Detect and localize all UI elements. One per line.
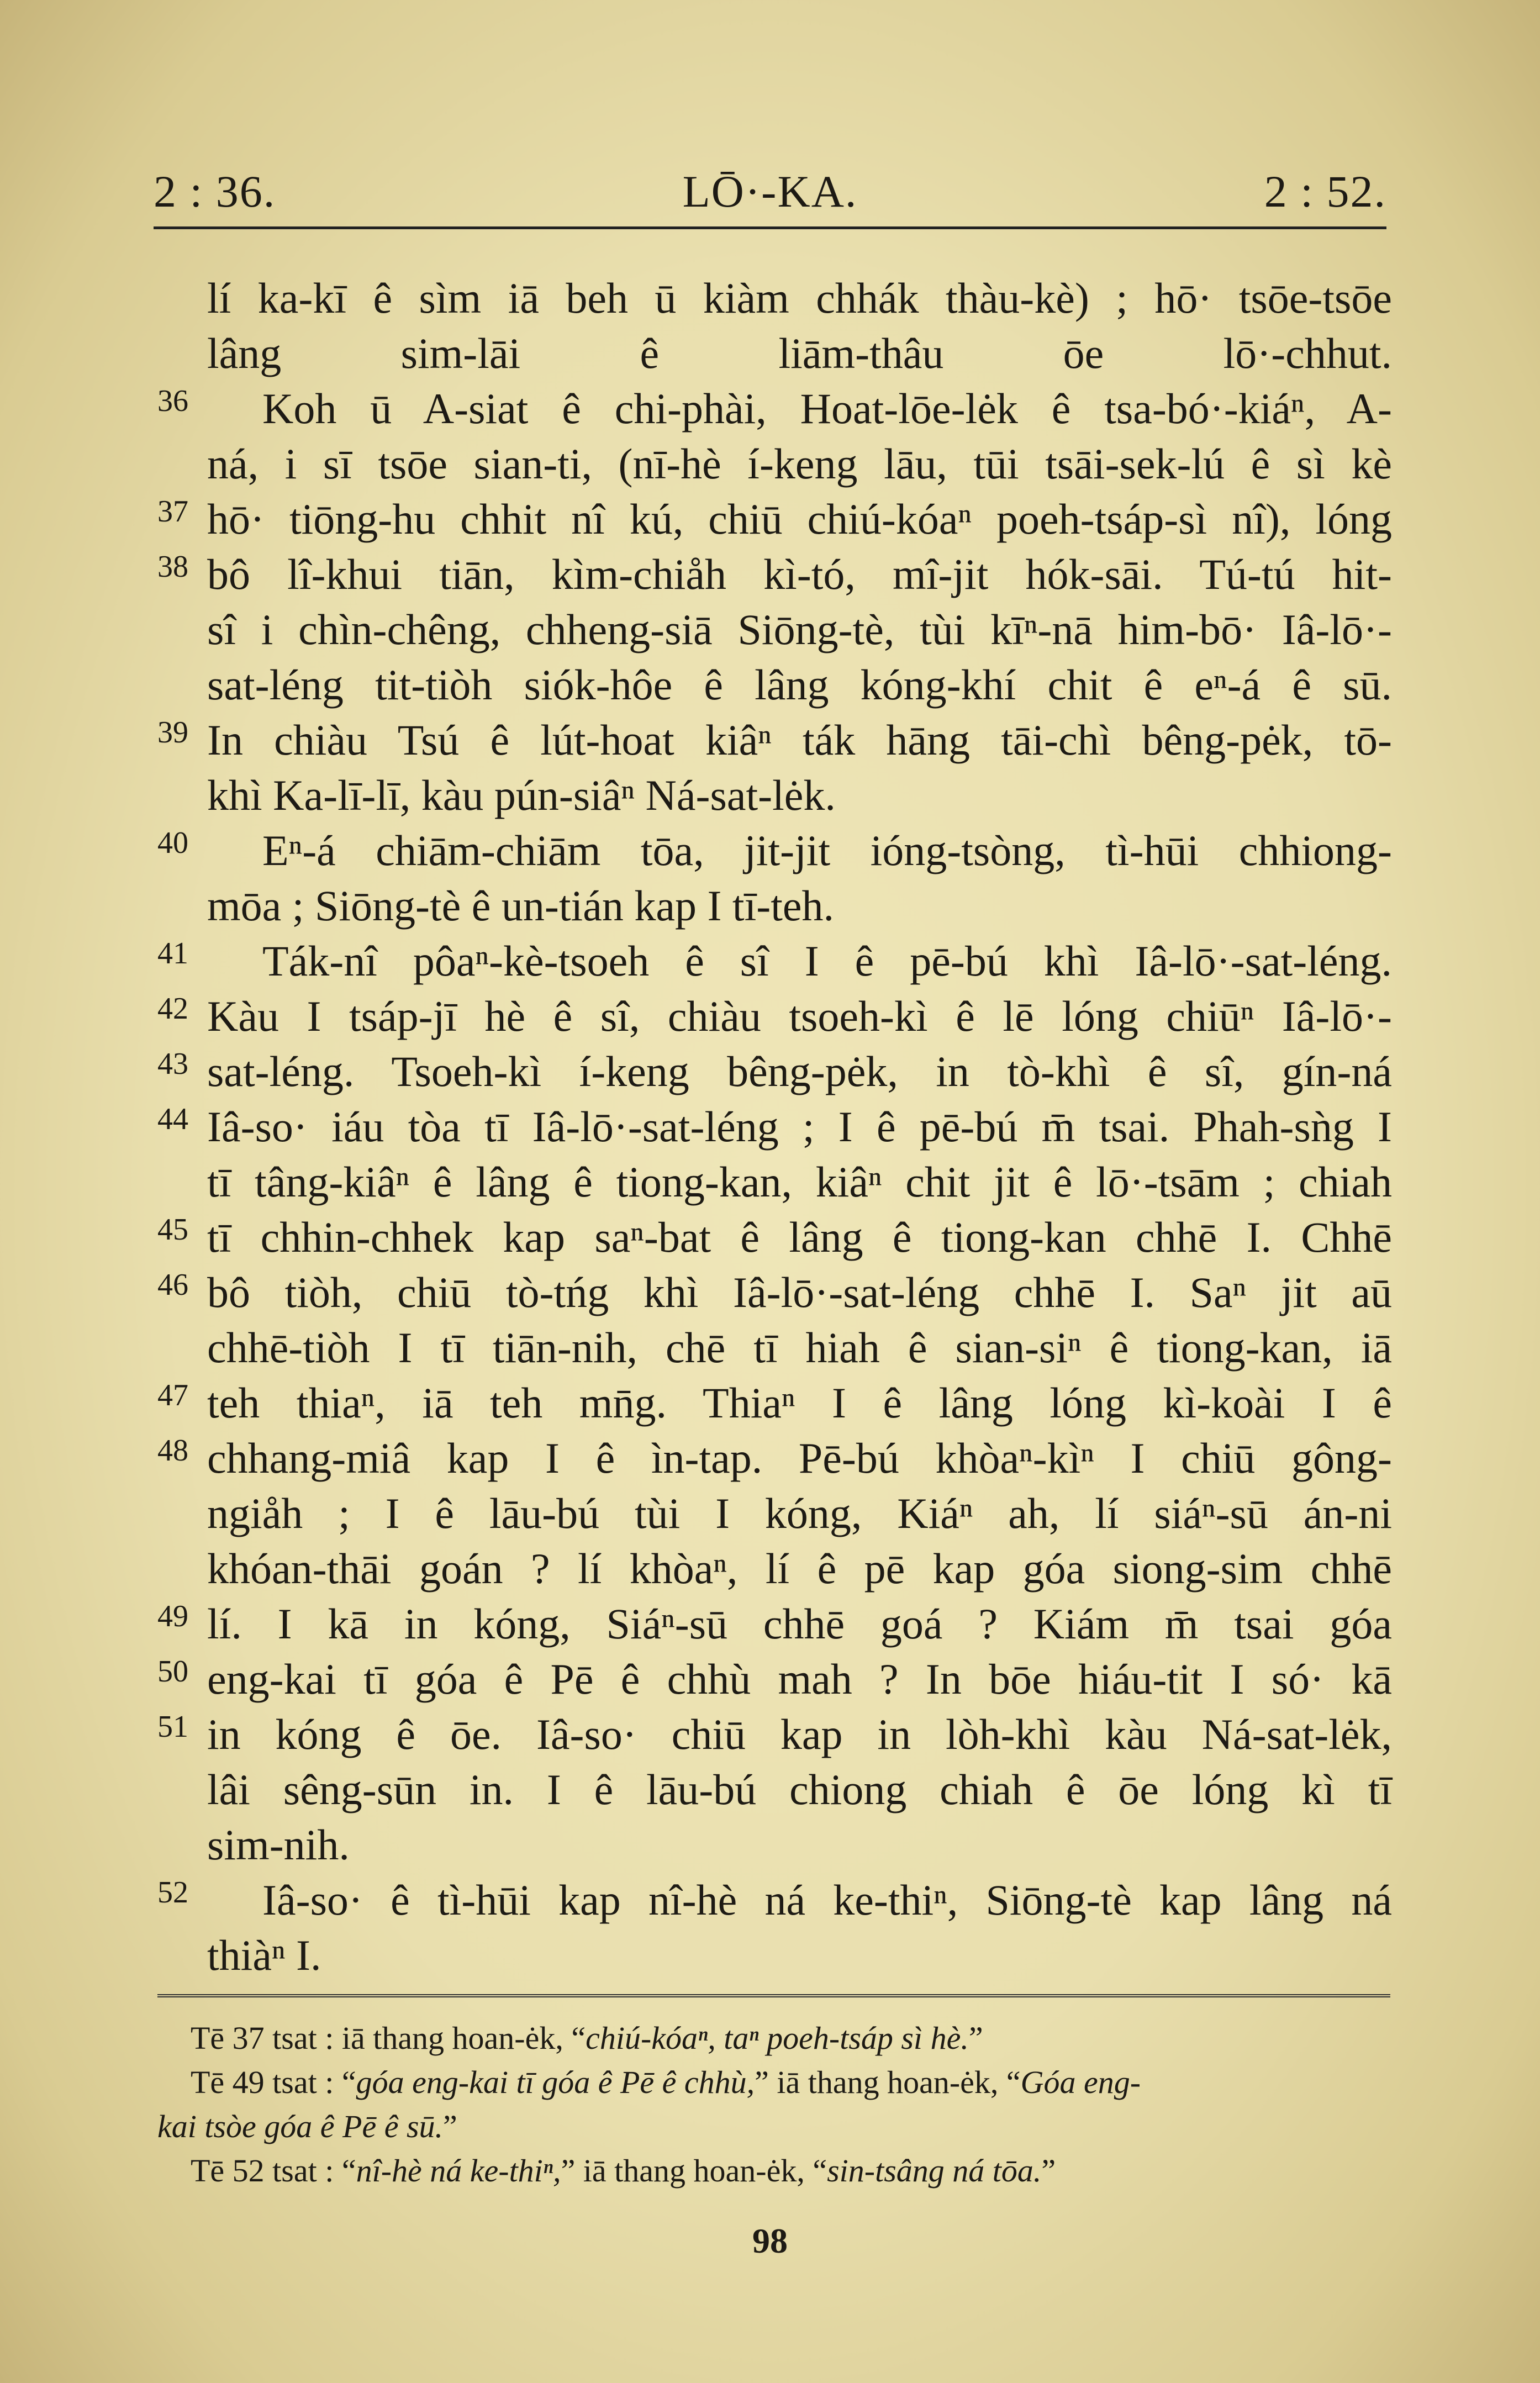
footnote-alt-reading: sin-tsâng ná tōa. bbox=[827, 2153, 1042, 2189]
text-line bbox=[157, 1928, 1392, 1983]
line-text: teh thiaⁿ, iā teh mn̄g. Thiaⁿ I ê lâng lóng kì-koài I ê bbox=[207, 1379, 1392, 1427]
verse-number: 36 bbox=[157, 384, 188, 418]
line-text: ngiåh ; I ê lāu-bú tùi I kóng, Kiáⁿ ah, lí siáⁿ-sū án-ni bbox=[207, 1489, 1392, 1537]
page-number: 98 bbox=[752, 2221, 788, 2260]
text-line bbox=[157, 326, 1392, 381]
line-text: hō· tiōng-hu chhit nî kú, chiū chiú-kóaⁿ poeh-tsáp-sì nî), lóng bbox=[207, 495, 1392, 543]
verse-number: 51 bbox=[157, 1710, 188, 1744]
footnote-ref: Tē 52 tsat : bbox=[191, 2153, 334, 2189]
text-line bbox=[157, 989, 1392, 1044]
text-line bbox=[157, 1486, 1392, 1541]
text-line bbox=[157, 657, 1392, 713]
footnote-ref: Tē 49 tsat : bbox=[191, 2064, 334, 2100]
line-text: lâng sim-lāi ê liām-thâu ōe lō·-chhut. bbox=[207, 329, 1392, 377]
text-line bbox=[157, 823, 1392, 878]
text-line bbox=[157, 1044, 1392, 1099]
footnotes bbox=[157, 2016, 1392, 2193]
text-line bbox=[157, 1320, 1392, 1375]
line-text: thiàⁿ I. bbox=[207, 1931, 321, 1979]
verse-number: 47 bbox=[157, 1378, 188, 1412]
line-text: sî i chìn-chêng, chheng-siā Siōng-tè, tùi kīⁿ-nā him-bō· Iâ-lō·- bbox=[207, 605, 1392, 653]
text-line bbox=[157, 1154, 1392, 1210]
footnote bbox=[157, 2060, 1392, 2105]
footnote-text: “ bbox=[334, 2153, 356, 2189]
footnote-alt-reading: chiú-kóaⁿ, taⁿ poeh-tsáp sì hè. bbox=[586, 2020, 969, 2056]
footnote-alt-reading: góa eng-kai tī góa ê Pē ê chhù, bbox=[356, 2064, 755, 2100]
text-line bbox=[157, 381, 1392, 436]
line-text: tī tâng-kiâⁿ ê lâng ê tiong-kan, kiâⁿ chit jit ê lō·-tsām ; chiah bbox=[207, 1158, 1392, 1206]
scripture-text bbox=[157, 271, 1392, 1983]
footnote-rule bbox=[157, 1994, 1390, 1997]
line-text: sim-nih. bbox=[207, 1821, 350, 1869]
footnote bbox=[157, 2105, 1392, 2149]
line-text: bô tiòh, chiū tò-tńg khì Iâ-lō·-sat-léng chhē I. Saⁿ jit aū bbox=[207, 1268, 1392, 1316]
line-text: ná, i sī tsōe sian-ti, (nī-hè í-keng lāu, tūi tsāi-sek-lú ê sì kè bbox=[207, 440, 1392, 488]
footnote bbox=[157, 2016, 1392, 2060]
verse-number: 39 bbox=[157, 715, 188, 750]
text-line bbox=[157, 1762, 1392, 1817]
footnote-ref: Tē 37 tsat : bbox=[191, 2020, 334, 2056]
text-line bbox=[157, 713, 1392, 768]
footnote-alt-reading: nî-hè ná ke-thiⁿ, bbox=[356, 2153, 561, 2189]
chapter-verse-start: 2 : 36. bbox=[154, 166, 276, 217]
line-text: tī chhin-chhek kap saⁿ-bat ê lâng ê tiong-kan chhē I. Chhē bbox=[207, 1213, 1392, 1261]
text-line bbox=[157, 492, 1392, 547]
footnote-text: ” bbox=[968, 2020, 983, 2056]
line-text: in kóng ê ōe. Iâ-so· chiū kap in lòh-khì kàu Ná-sat-lėk, bbox=[207, 1710, 1392, 1758]
text-line bbox=[157, 271, 1392, 326]
text-line bbox=[157, 1099, 1392, 1154]
text-line bbox=[157, 1265, 1392, 1320]
verse-number: 50 bbox=[157, 1654, 188, 1689]
text-line bbox=[157, 1596, 1392, 1652]
verse-number: 48 bbox=[157, 1433, 188, 1468]
footnote-alt-reading: Góa eng- bbox=[1020, 2064, 1141, 2100]
line-text: Kàu I tsáp-jī hè ê sî, chiàu tsoeh-kì ê lē lóng chiūⁿ Iâ-lō·- bbox=[207, 992, 1392, 1040]
verse-number: 45 bbox=[157, 1212, 188, 1247]
footnote-text: ” iā thang hoan-ėk, “ bbox=[755, 2064, 1021, 2100]
footnote-text: ” bbox=[1041, 2153, 1056, 2189]
footnote-text: ” iā thang hoan-ėk, “ bbox=[561, 2153, 827, 2189]
line-text: Eⁿ-á chiām-chiām tōa, jit-jit ióng-tsòng, tì-hūi chhiong- bbox=[262, 826, 1392, 874]
text-line bbox=[157, 1541, 1392, 1596]
line-text: chhē-tiòh I tī tiān-nih, chē tī hiah ê sian-siⁿ ê tiong-kan, iā bbox=[207, 1324, 1392, 1372]
text-line bbox=[157, 547, 1392, 602]
verse-number: 52 bbox=[157, 1875, 188, 1910]
verse-number: 44 bbox=[157, 1102, 188, 1136]
text-line bbox=[157, 768, 1392, 823]
verse-number: 40 bbox=[157, 826, 188, 860]
book-title: LŌ·-KA. bbox=[682, 166, 858, 217]
verse-number: 49 bbox=[157, 1599, 188, 1633]
line-text: lí. I kā in kóng, Siáⁿ-sū chhē goá ? Kiám m̄ tsai góa bbox=[207, 1600, 1392, 1648]
line-text: khóan-thāi goán ? lí khòaⁿ, lí ê pē kap góa siong-sim chhē bbox=[207, 1544, 1392, 1593]
line-text: Iâ-so· ê tì-hūi kap nî-hè ná ke-thiⁿ, Siōng-tè kap lâng ná bbox=[262, 1876, 1392, 1924]
chapter-verse-end: 2 : 52. bbox=[1264, 166, 1386, 217]
text-line bbox=[157, 1817, 1392, 1873]
verse-number: 41 bbox=[157, 936, 188, 971]
line-text: mōa ; Siōng-tè ê un-tián kap I tī-teh. bbox=[207, 882, 835, 930]
verse-number: 38 bbox=[157, 550, 188, 584]
footnote bbox=[157, 2149, 1392, 2193]
line-text: lí ka-kī ê sìm iā beh ū kiàm chhák thàu-kè) ; hō· tsōe-tsōe bbox=[207, 274, 1392, 322]
text-line bbox=[157, 602, 1392, 657]
text-line bbox=[157, 1210, 1392, 1265]
line-text: lâi sêng-sūn in. I ê lāu-bú chiong chiah ê ōe lóng kì tī bbox=[207, 1765, 1392, 1813]
verse-number: 42 bbox=[157, 992, 188, 1026]
footnote-text: iā thang hoan-ėk, “ bbox=[334, 2020, 586, 2056]
footnote-text: “ bbox=[334, 2064, 356, 2100]
text-line bbox=[157, 1375, 1392, 1431]
line-text: Koh ū A-siat ê chi-phài, Hoat-lōe-lėk ê tsa-bó·-kiáⁿ, A- bbox=[262, 384, 1392, 433]
text-line bbox=[157, 1873, 1392, 1928]
line-text: Ták-nî pôaⁿ-kè-tsoeh ê sî I ê pē-bú khì Iâ-lō·-sat-léng. bbox=[262, 937, 1392, 985]
line-text: sat-léng tit-tiòh siók-hôe ê lâng kóng-khí chit ê eⁿ-á ê sū. bbox=[207, 661, 1392, 709]
text-line bbox=[157, 878, 1392, 934]
line-text: sat-léng. Tsoeh-kì í-keng bêng-pėk, in tò-khì ê sî, gín-ná bbox=[207, 1047, 1392, 1095]
text-line bbox=[157, 1431, 1392, 1486]
footnote-text: ” bbox=[443, 2108, 457, 2144]
verse-number: 37 bbox=[157, 494, 188, 529]
verse-number: 43 bbox=[157, 1047, 188, 1081]
text-line bbox=[157, 1652, 1392, 1707]
line-text: eng-kai tī góa ê Pē ê chhù mah ? In bōe hiáu-tit I só· kā bbox=[207, 1655, 1392, 1703]
line-text: khì Ka-lī-lī, kàu pún-siâⁿ Ná-sat-lėk. bbox=[207, 771, 836, 819]
text-line bbox=[157, 436, 1392, 492]
footnote-alt-reading: kai tsòe góa ê Pē ê sū. bbox=[157, 2108, 444, 2144]
text-line bbox=[157, 1707, 1392, 1762]
line-text: In chiàu Tsú ê lút-hoat kiâⁿ ták hāng tāi-chì bêng-pėk, tō- bbox=[207, 716, 1392, 764]
verse-number: 46 bbox=[157, 1268, 188, 1302]
header-rule bbox=[154, 226, 1386, 229]
line-text: bô lî-khui tiān, kìm-chiåh kì-tó, mî-jit hók-sāi. Tú-tú hit- bbox=[207, 550, 1392, 598]
line-text: chhang-miâ kap I ê ìn-tap. Pē-bú khòaⁿ-kìⁿ I chiū gông- bbox=[207, 1434, 1392, 1482]
text-line bbox=[157, 934, 1392, 989]
line-text: Iâ-so· iáu tòa tī Iâ-lō·-sat-léng ; I ê pē-bú m̄ tsai. Phah-sǹg I bbox=[207, 1103, 1392, 1151]
